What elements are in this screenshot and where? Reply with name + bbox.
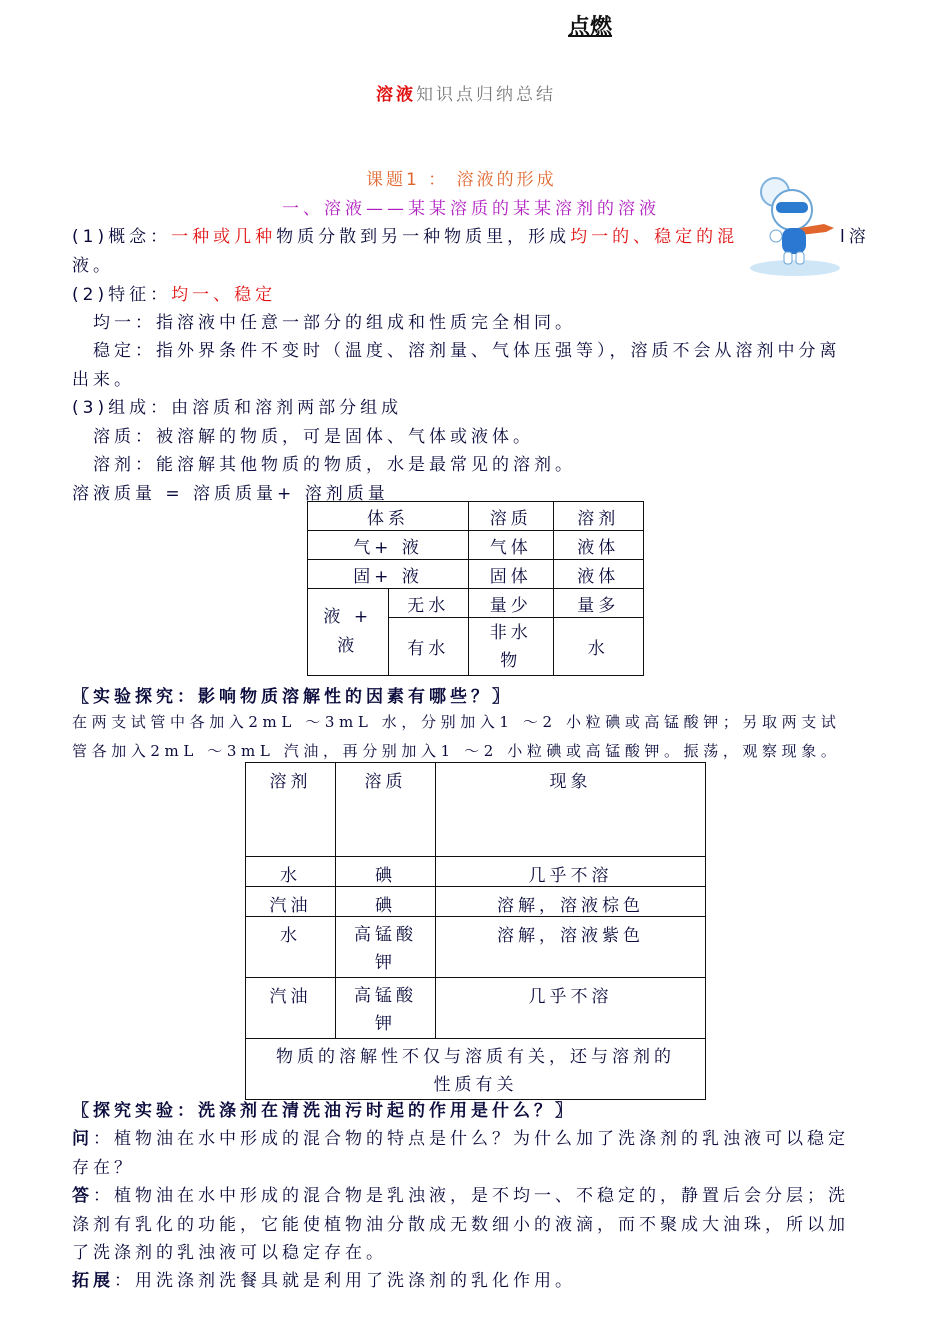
cell-line: 非水 [489, 622, 532, 643]
title-rest: 知识点归纳总结 [416, 85, 556, 105]
table-row [308, 560, 644, 589]
extension-text: ：用洗涤剂洗餐具就是利用了洗涤剂的乳化作用。 [114, 1271, 576, 1291]
composition-solvent: 溶剂：能溶解其他物质的物质，水是最常见的溶剂。 [93, 455, 576, 475]
section-heading: 一、溶液——某某溶质的某某溶剂的溶液 [282, 199, 660, 219]
table-header-cell: 溶剂 [246, 763, 336, 857]
table-header-cell: 溶剂 [553, 502, 643, 531]
snowflake-mascot-image [740, 170, 850, 280]
feature-uniform: 均一：指溶液中任意一部分的组成和性质完全相同。 [93, 313, 576, 333]
table-header-cell: 溶质 [469, 502, 553, 531]
concept-label: (1)概念： [72, 227, 172, 247]
table-row [246, 978, 706, 1039]
cell-line: 高锰酸 [354, 925, 417, 945]
question-label: 问 [72, 1129, 93, 1149]
extension-label: 拓展 [72, 1271, 114, 1291]
table-cell: 溶解，溶液棕色 [436, 887, 706, 917]
mass-formula: 溶液质量 = 溶质质量+ 溶剂质量 [72, 484, 389, 504]
concept-text: 物质分散到另一种物质里，形成 [276, 227, 571, 247]
concept-highlight-1: 一种或几种 [171, 227, 277, 247]
concept-continuation: 液。 [72, 256, 114, 276]
table-cell: 碘 [336, 857, 436, 887]
answer-line-1 [72, 1181, 849, 1206]
table-cell: 气+ 液 [308, 531, 469, 560]
extension-line [72, 1266, 576, 1291]
table-cell: 无水 [388, 589, 469, 618]
liquid-label-2: 液 [337, 636, 359, 656]
table-cell: 有水 [388, 618, 469, 676]
table-cell: 几乎不溶 [436, 978, 706, 1039]
table-cell [336, 917, 436, 978]
experiment2-title: 〖探究实验：洗涤剂在清洗油污时起的作用是什么？〗 [72, 1101, 576, 1121]
table-cell [469, 618, 553, 676]
table-cell: 液体 [553, 531, 643, 560]
solution-system-table [307, 501, 644, 676]
lesson-title: 课题1 ： 溶液的形成 [366, 170, 557, 190]
table-cell: 水 [246, 857, 336, 887]
cell-line: 钾 [375, 1014, 396, 1034]
composition-solute: 溶质：被溶解的物质，可是固体、气体或液体。 [93, 427, 534, 447]
features-label: (2)特征： [72, 285, 172, 305]
conclusion-line-1: 物质的溶解性不仅与溶质有关，还与溶剂的 [276, 1047, 675, 1067]
table-row [246, 1039, 706, 1100]
table-cell: 几乎不溶 [436, 857, 706, 887]
answer-line-2: 涤剂有乳化的功能，它能使植物油分散成无数细小的液滴，而不聚成大油珠，所以加 [72, 1215, 849, 1235]
table-header-cell: 现象 [436, 763, 706, 857]
title-highlight: 溶液 [376, 85, 416, 105]
table-cell: 固体 [469, 560, 553, 589]
question-line-2: 存在？ [72, 1158, 135, 1178]
table-row [308, 502, 644, 531]
feature-stable-2: 出来。 [72, 370, 135, 390]
question-text: ：植物油在水中形成的混合物的特点是什么？为什么加了洗涤剂的乳浊液可以稳定 [93, 1129, 849, 1149]
table-row [246, 857, 706, 887]
cell-line: 高锰酸 [354, 986, 417, 1006]
table-cell: 水 [553, 618, 643, 676]
table-cell: 量多 [553, 589, 643, 618]
liquid-label-1: 液 + [323, 607, 373, 627]
table-cell: 溶解，溶液紫色 [436, 917, 706, 978]
answer-text: ：植物油在水中形成的混合物是乳浊液，是不均一、不稳定的，静置后会分层；洗 [93, 1186, 849, 1206]
features-value: 均一、稳定 [171, 285, 277, 305]
table-cell-liquid [308, 589, 389, 676]
question-line-1 [72, 1124, 849, 1149]
table-cell [336, 978, 436, 1039]
concept-line [72, 222, 738, 247]
table-cell: 液体 [553, 560, 643, 589]
experiment1-desc-2: 管各加入2mL ～3mL 汽油，再分别加入1 ～2 小粒碘或高锰酸钾。振荡，观察现象。 [72, 742, 841, 760]
table-cell: 碘 [336, 887, 436, 917]
solubility-table [245, 762, 706, 1100]
table-cell: 水 [246, 917, 336, 978]
features-line [72, 280, 276, 305]
conclusion-line-2: 性质有关 [433, 1075, 518, 1095]
table-row [246, 917, 706, 978]
table-cell: 固+ 液 [308, 560, 469, 589]
document-title [376, 80, 556, 105]
table-row [246, 887, 706, 917]
brand-header: 点燃 [568, 15, 613, 40]
concept-highlight-2: 均一的、稳定的混 [570, 227, 739, 247]
table-header-cell: 体系 [308, 502, 469, 531]
cell-line: 物 [500, 650, 522, 671]
experiment1-title: 〖实验探究：影响物质溶解性的因素有哪些？〗 [72, 687, 513, 707]
experiment1-desc-1: 在两支试管中各加入2mL ～3mL 水，分别加入1 ～2 小粒碘或高锰酸钾；另取两支试 [72, 713, 841, 731]
table-row [308, 589, 644, 618]
conclusion-cell [246, 1039, 706, 1100]
table-header-cell: 溶质 [336, 763, 436, 857]
table-cell: 气体 [469, 531, 553, 560]
feature-stable-1: 稳定：指外界条件不变时（温度、溶剂量、气体压强等），溶质不会从溶剂中分离 [93, 341, 841, 361]
answer-line-3: 了洗涤剂的乳浊液可以稳定存在。 [72, 1243, 387, 1263]
answer-label: 答 [72, 1186, 93, 1206]
concept-tail: l溶 [840, 227, 870, 247]
cell-line: 钾 [375, 953, 396, 973]
composition-title: (3)组成：由溶质和溶剂两部分组成 [72, 398, 403, 418]
table-row [308, 531, 644, 560]
table-cell: 量少 [469, 589, 553, 618]
table-row [246, 763, 706, 857]
table-cell: 汽油 [246, 978, 336, 1039]
table-cell: 汽油 [246, 887, 336, 917]
